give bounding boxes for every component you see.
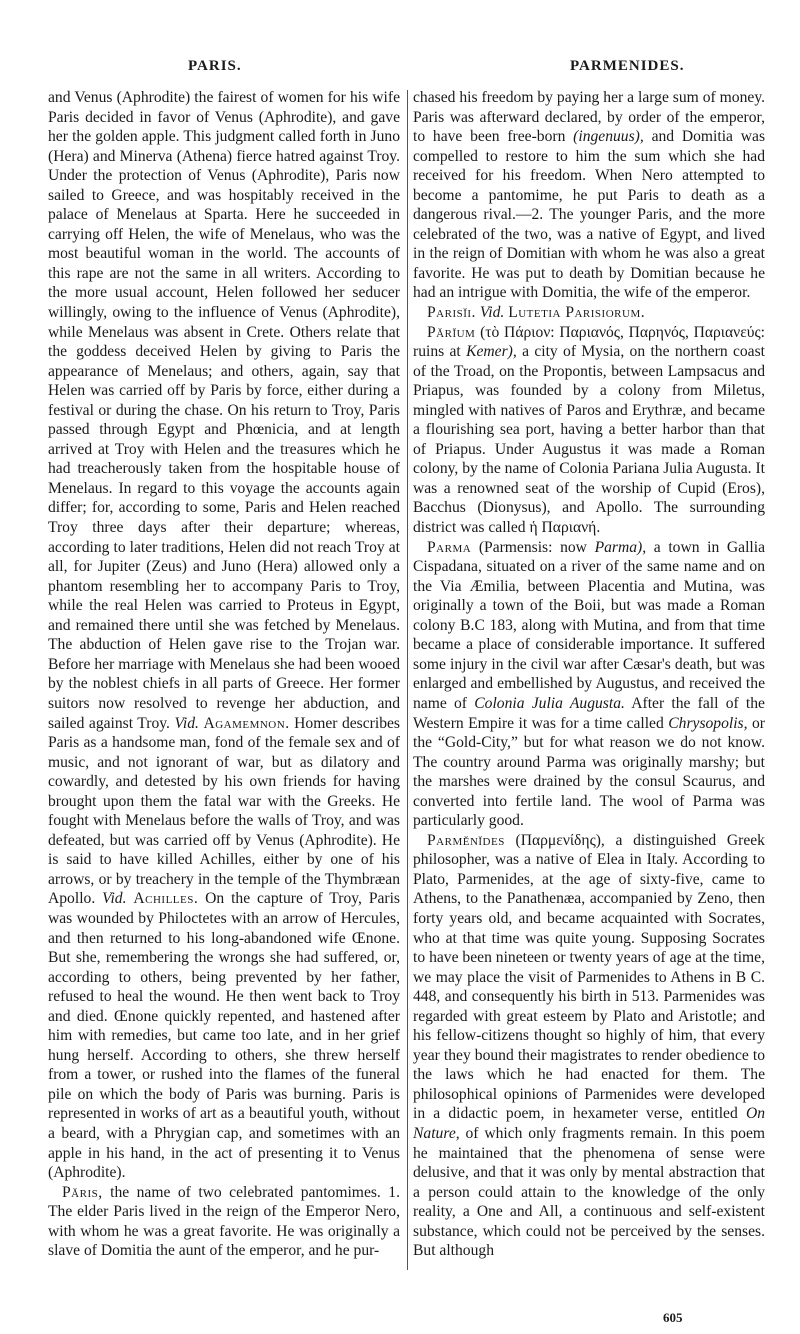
entry-headword: Părĭum xyxy=(427,323,476,341)
header-left: PARIS. xyxy=(188,58,242,74)
running-header xyxy=(48,58,758,78)
header-right: PARMENIDES. xyxy=(570,58,685,74)
cross-reference: Lutetia Parisiorum. xyxy=(508,304,646,322)
entry-parma: Parma (Parmensis: now Parma), a town in Gallia Cispadana, situated on a river of the same name and on the Via Æmilia, between Placentia and Mutina, was originally a town of the Boii, but was made a Roman colony B.C 183, along with Mutina, and from that time became a place of considerable importance. It suffered some injury in the civil war after Cæsar's death, but was enlarged and embellished by Augustus, and received the name of Colonia Julia Augusta. After the fall of the Western Empire it was for a time called Chrysopolis, or the “Gold-City,” but for what reason we do not know. The country around Parma was originally marshy; but the marshes were drained by the consul Scaurus, and converted into fertile land. The wool of Parma was particularly good. xyxy=(413,538,766,830)
entry-parmenides: Parmĕnĭdes (Παρμενίδης), a distinguished Greek philosopher, was a native of Elea in Italy. According to Plato, Parmenides, at the age of sixty-five, came to Athens, to the Panathenæa, accompanied by Zeno, then forty years old, and became acquainted with Socrates, who at that time was quite young. Supposing Socrates to have been nineteen or twenty years of age at the time, we may place the visit of Parmenides to Athens in B C. 448, and consequently his birth in 513. Parmenides was regarded with great esteem by Plato and Aristotle; and his fellow-citizens thought so highly of him, that every year they bound their magistrates to render obedience to the laws which he had enacted for them. The philosophical opinions of Parmenides were developed in a didactic poem, in hexameter verse, entitled On Nature, of which only fragments remain. In this poem he maintained that the phenomena of sense were delusive, and that it was only by mental abstraction that a person could attain to the knowledge of the only reality, a One and All, a continuous and self-existent substance, which could not be perceived by the senses. But although xyxy=(413,831,765,1260)
paris-continuation: and Venus (Aphrodite) the fairest of women for his wife Paris decided in favor of Venus (Aphrodite), and gave her the golden apple. This judgment called forth in Juno (Hera) and Minerva (Athena) fierce hatred against Troy. Under the protection of Venus (Aphrodite), Paris now sailed to Greece, and was hospitably received in the palace of Menelaus at Sparta. Here he succeeded in carrying off Helen, the wife of Menelaus, who was the most beautiful woman in the world. The accounts of this rape are not the same in all writers. According to the more usual account, Helen followed her seducer willingly, owing to the influence of Venus (Aphrodite), while Menelaus was absent in Crete. Others relate that the goddess deceived Helen by giving to Paris the appearance of Menelaus; and others, again, say that Helen was carried off by Paris by force, either during a festival or during the chase. On his return to Troy, Paris passed through Egypt and Phœnicia, and at length arrived at Troy with Helen and the treasures which he had treacherously taken from the hospitable house of Menelaus. In regard to this voyage the accounts again differ; for, according to some, Paris and Helen reached Troy three days after their departure; whereas, according to later traditions, Helen did not reach Troy at all, for Jupiter (Zeus) and Juno (Hera) allowed only a phantom resembling her to accompany Paris to Troy, while the real Helen was carried to Proteus in Egypt, and remained there until she was fetched by Menelaus. The abduction of Helen gave rise to the Trojan war. Before her marriage with Menelaus she had been wooed by the noblest chiefs in all parts of Greece. Her former suitors now resolved to revenge her abduction, and sailed against Troy. Vid. Agamemnon. Homer describes Paris as a handsome man, fond of the female sex and of music, and not ignorant of war, but as dilatory and cowardly, and detested by his own friends for having brought upon them the fatal war with the Greeks. He fought with Menelaus before the walls of Troy, and was defeated, but was carried off by Venus (Aphrodite). He is said to have killed Achilles, either by one of his arrows, or by treachery in the temple of the Thymbræan Apollo. Vid. Achilles. On the capture of Troy, Paris was wounded by Philoctetes with an arrow of Hercules, and then returned to his long-abandoned wife Œnone. But she, remembering the wrongs she had suffered, or, according to others, being prevented by her father, refused to heal the wound. He then went back to Troy and died. Œnone quickly repented, and hastened after him with remedies, but came too late, and in her grief hung herself. According to others, she threw herself from a tower, or rushed into the flames of the funeral pile on which the body of Paris was burning. Paris is represented in works of art as a beautiful youth, without a beard, with a Phrygian cap, and sometimes with an apple in his hand, in the act of presenting it to Venus (Aphrodite). xyxy=(48,89,401,1182)
entry-headword: Păris, xyxy=(62,1183,103,1201)
entry-paris-pantomimes: Păris, the name of two celebrated pantomimes. 1. The elder Paris lived in the reign of the Emperor Nero, with whom he was a great favorite. He was originally a slave of Domitia the aunt of the emperor, and he pur- xyxy=(48,1183,400,1260)
cross-reference: Achilles. xyxy=(133,890,199,908)
entry-headword: Parmĕnĭdes xyxy=(427,831,505,849)
page-number: 605 xyxy=(663,1310,683,1325)
entry-headword: Parma xyxy=(427,538,472,556)
column-divider xyxy=(407,90,408,1270)
left-column xyxy=(48,88,400,1261)
entry-parisii: Parisĭi. Vid. Lutetia Parisiorum. xyxy=(427,304,646,322)
entry-headword: Parisĭi. xyxy=(427,304,476,322)
entry-parium: Părĭum (τὸ Πάριον: Παριανός, Παρηνός, Παριανεύς: ruins at Kemer), a city of Mysia, on the northern coast of the Troad, on the Propontis, between Lampsacus and Priapus, was founded by a colony from Miletus, mingled with natives of Paros and Erythræ, and became a flourishing sea port, having a better harbor than that of Priapus. Under Augustus it was made a Roman colony, by the name of Colonia Pariana Julia Augusta. It was a renowned seat of the worship of Cupid (Eros), Bacchus (Dionysus), and Apollo. The surrounding district was called ἡ Παριανή. xyxy=(413,323,766,537)
cross-reference: Agamemnon. xyxy=(203,714,290,732)
right-column xyxy=(413,88,765,1261)
paris-pantomimes-continuation: chased his freedom by paying her a large sum of money. Paris was afterward declared, by order of the emperor, to have been free-born (ingenuus), and Domitia was compelled to restore to him the sum which she had received for his freedom. When Nero attempted to become a pantomime, he put Paris to death as a dangerous rival.—2. The younger Paris, and the more celebrated of the two, was a native of Egypt, and lived in the reign of Domitian with whom he was also a great favorite. He was put to death by Domitian because he had an intrigue with Domitia, the wife of the emperor. xyxy=(413,89,766,302)
